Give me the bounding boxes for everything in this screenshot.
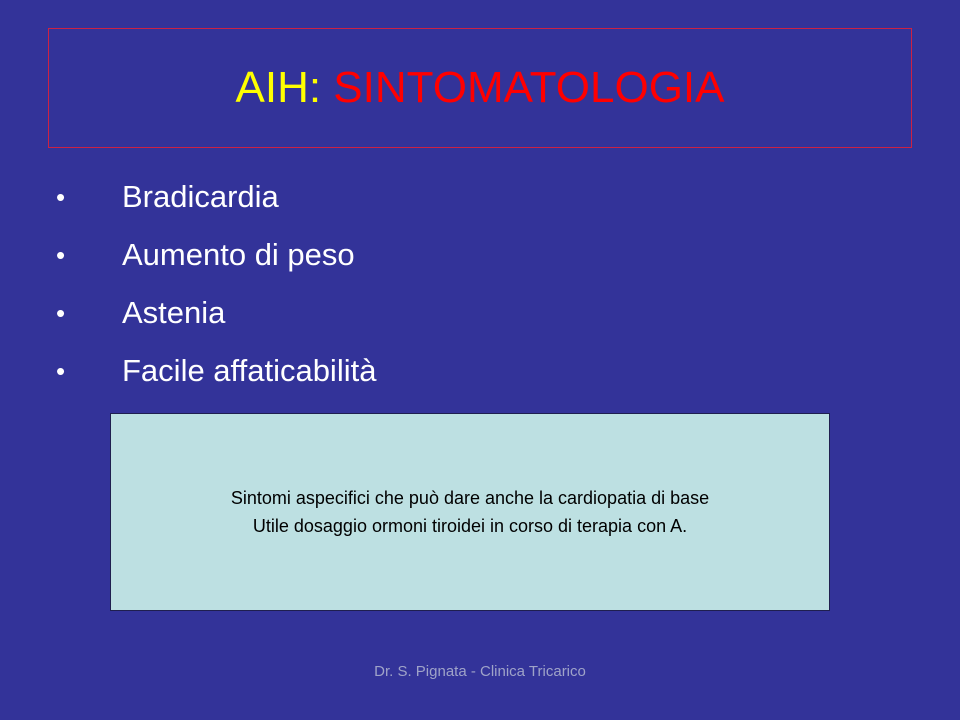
title-frame	[48, 28, 912, 148]
slide-title	[235, 63, 725, 112]
symptom-list	[56, 168, 376, 400]
list-item	[56, 342, 376, 400]
list-item-text: Bradicardia	[122, 179, 279, 214]
list-item-text: Facile affaticabilità	[122, 353, 377, 388]
list-item	[56, 168, 376, 226]
list-item-text: Aumento di peso	[122, 237, 355, 272]
list-item-text: Astenia	[122, 295, 226, 330]
bullet-icon: •	[56, 356, 66, 386]
list-item	[56, 284, 376, 342]
list-item	[56, 226, 376, 284]
note-line: Sintomi aspecifici che può dare anche la cardiopatia di base	[230, 488, 710, 508]
note-box	[110, 413, 830, 611]
bullet-icon: •	[56, 182, 66, 212]
bullet-icon: •	[56, 298, 66, 328]
slide-footer: Dr. S. Pignata - Clinica Tricarico	[374, 663, 586, 680]
title-main: SINTOMATOLOGIA	[333, 63, 725, 112]
note-line: Utile dosaggio ormoni tiroidei in corso di terapia con A.	[252, 516, 688, 536]
bullet-icon: •	[56, 240, 66, 270]
title-prefix: AIH:	[235, 63, 334, 112]
